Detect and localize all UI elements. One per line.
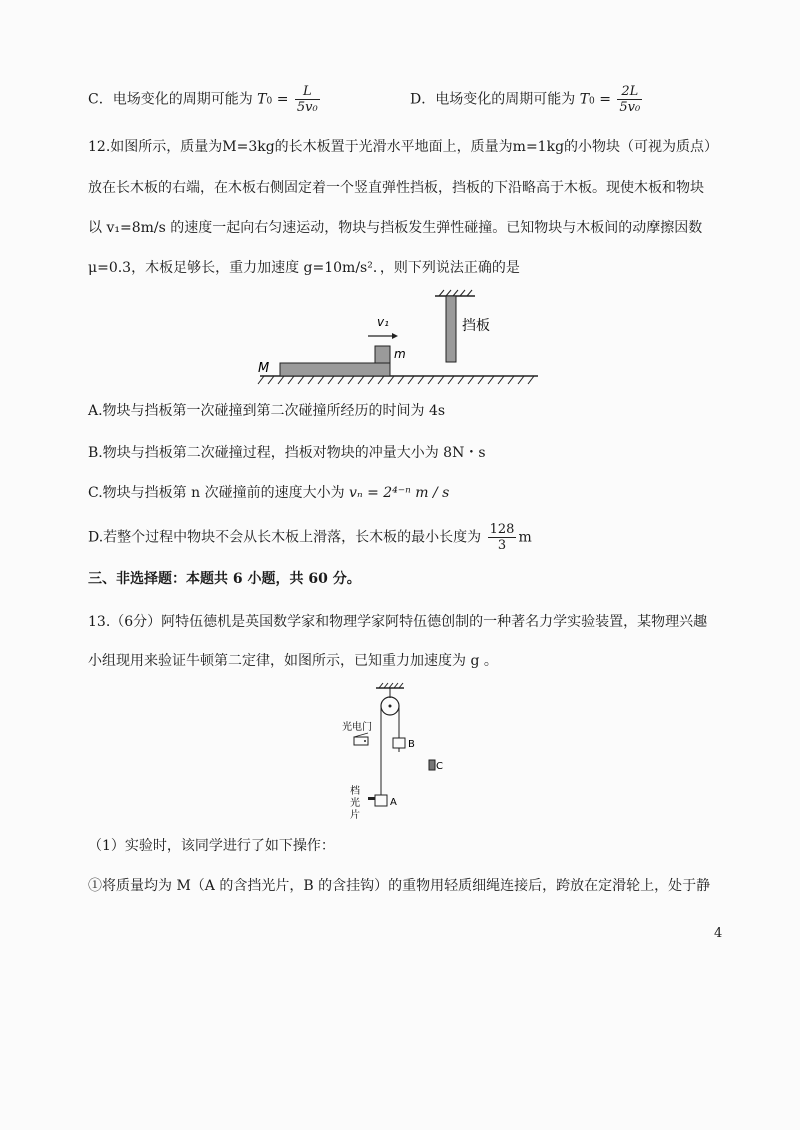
long-board xyxy=(280,363,390,376)
velocity-arrow-head xyxy=(392,333,398,339)
q12-option-a: A.物块与挡板第一次碰撞到第二次碰撞所经历的时间为 4s xyxy=(88,403,446,419)
prev-option-c-text: C．电场变化的周期可能为 xyxy=(88,91,253,108)
prev-option-c-symbol: T xyxy=(257,91,267,108)
q13-step-1: ①将质量均为 M（A 的含挡光片，B 的含挂钩）的重物用轻质细绳连接后，跨放在定滑轮上，处于静 xyxy=(88,878,711,894)
q12-line-2: 放在长木板的右端，在木板右侧固定着一个竖直弹性挡板，挡板的下沿略高于木板。现使木板和物块 xyxy=(88,180,704,196)
shading-label-2: 光 xyxy=(350,798,360,809)
velocity-label: v₁ xyxy=(377,315,389,329)
ground-hatch xyxy=(258,376,534,384)
prev-option-d-fraction: $\frac{2L}{\text{5v₀}}$ xyxy=(619,84,641,115)
mass-c-label: C xyxy=(436,761,443,772)
baffle xyxy=(446,296,456,362)
ceiling-hatch xyxy=(439,290,472,296)
section-heading: 三、非选择题：本题共 6 小题，共 60 分。 xyxy=(88,571,361,587)
pulley-axle xyxy=(389,705,392,708)
shading-plate xyxy=(368,797,375,800)
q12-option-b: B.物块与挡板第二次碰撞过程，挡板对物块的冲量大小为 8N・s xyxy=(88,445,486,461)
shading-label-1: 档 xyxy=(350,786,360,797)
q12-option-d: D.若整个过程中物块不会从长木板上滑落，长木板的最小长度为 $\frac{128}{3}$ m xyxy=(88,522,532,553)
q13-figure xyxy=(338,680,468,830)
page-number: 4 xyxy=(714,926,723,941)
photogate-label: 光电门 xyxy=(342,722,372,733)
shading-label-3: 片 xyxy=(350,810,360,821)
prev-option-d-text: D．电场变化的周期可能为 xyxy=(410,91,576,108)
q12-option-d-fraction: $\frac{128}{3}$ xyxy=(489,522,515,553)
prev-option-d: D．电场变化的周期可能为 T0 = $\frac{2L}{\text{5v₀}}$ xyxy=(410,84,641,115)
baffle-label: 挡板 xyxy=(462,318,490,334)
block-label: m xyxy=(394,347,406,361)
q12-line-4: μ=0.3，木板足够长，重力加速度 g=10m/s²．，则下列说法正确的是 xyxy=(88,260,520,276)
q12-option-c: C.物块与挡板第 n 次碰撞前的速度大小为 vₙ = 2⁴⁻ⁿ m / s xyxy=(88,485,450,501)
q12-option-c-formula: vₙ = 2⁴⁻ⁿ m / s xyxy=(349,485,450,501)
prev-option-c-fraction: $\frac{L}{\text{5v₀}}$ xyxy=(296,84,318,115)
q12-line-1: 12.如图所示，质量为M=3kg的长木板置于光滑水平地面上，质量为m=1kg的小物块（可视为质点） xyxy=(88,139,719,155)
prev-option-c: C．电场变化的周期可能为 T0 = $\frac{L}{\text{5v₀}}$ xyxy=(88,84,318,115)
q13-line-1: 13.（6分）阿特伍德机是英国数学家和物理学家阿特伍德创制的一种著名力学实验装置，某物理兴趣 xyxy=(88,614,708,630)
mass-c xyxy=(429,760,435,770)
q13-line-2: 小组现用来验证牛顿第二定律，如图所示，已知重力加速度为 g 。 xyxy=(88,653,498,669)
mass-b xyxy=(393,738,405,748)
q13-sub-1: （1）实验时，该同学进行了如下操作： xyxy=(88,838,335,854)
q12-figure xyxy=(250,288,550,388)
small-block xyxy=(375,346,390,363)
photogate-sensor xyxy=(364,740,366,742)
q12-line-3: 以 v₁=8m/s 的速度一起向右匀速运动，物块与挡板发生弹性碰撞。已知物块与木板间的动摩擦因数 xyxy=(88,220,703,236)
mass-b-label: B xyxy=(408,739,415,750)
mass-a xyxy=(375,795,387,806)
board-label: M xyxy=(258,361,270,376)
mass-a-label: A xyxy=(390,797,397,808)
photogate-pointer xyxy=(354,733,368,737)
